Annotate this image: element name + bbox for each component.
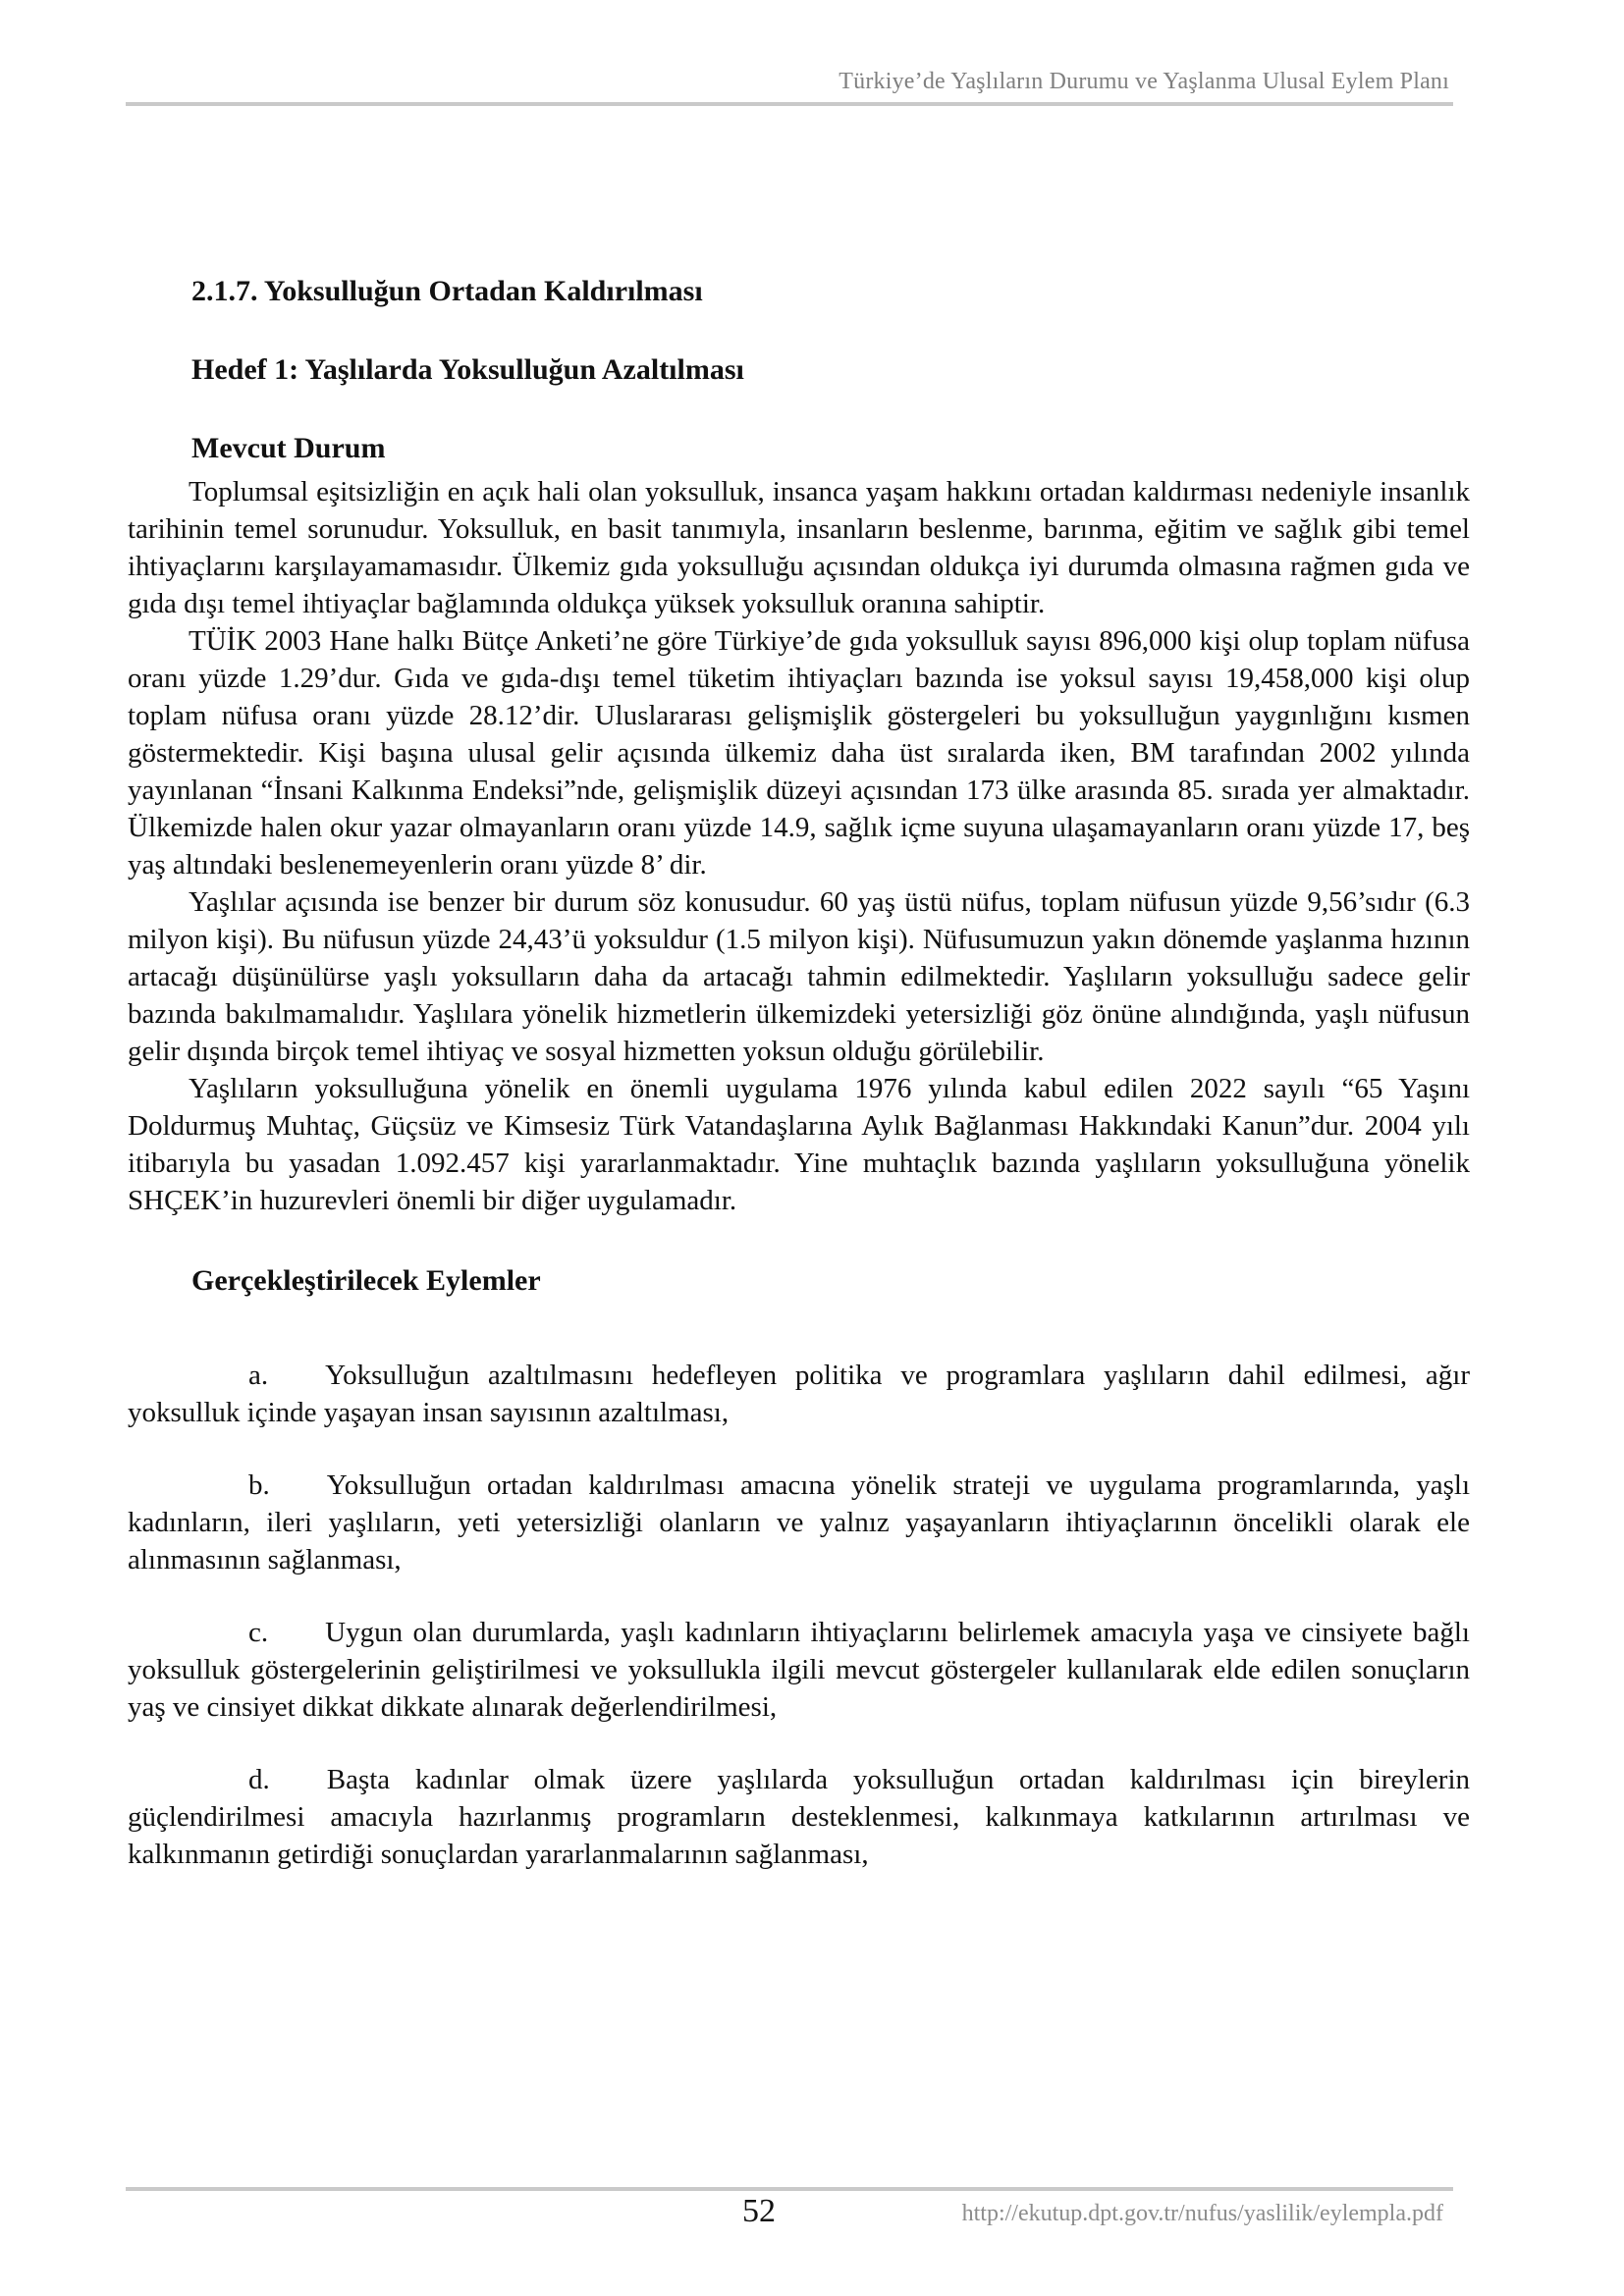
action-item [128, 1614, 1470, 1726]
running-header-title: Türkiye’de Yaşlıların Durumu ve Yaşlanma Ulusal Eylem Planı [839, 69, 1449, 94]
action-item-marker: d. [248, 1764, 270, 1795]
footer-rule [126, 2187, 1453, 2191]
current-status-heading: Mevcut Durum [191, 432, 386, 464]
action-item [128, 1761, 1470, 1873]
document-body [128, 0, 1470, 1873]
section-number-heading: 2.1.7. Yoksulluğun Ortadan Kaldırılması [191, 275, 703, 307]
body-paragraph: Yaşlıların yoksulluğuna yönelik en önemli uygulama 1976 yılında kabul edilen 2022 sayılı “65 Yaşını Doldurmuş Muhtaç, Güçsüz ve Kimsesiz Türk Vatandaşlarına Aylık Bağlanması Hakkındaki Kanun”dur. 2004 yılı itibarıyla bu yasadan 1.092.457 kişi yararlanmaktadır. Yine muhtaçlık bazında yaşlıların yoksulluğuna yönelik SHÇEK’in huzurevleri önemli bir diğer uygulamadır. [128, 1073, 1470, 1216]
page-number: 52 [742, 2193, 776, 2229]
actions-heading: Gerçekleştirilecek Eylemler [191, 1264, 541, 1297]
action-item-text: Uygun olan durumlarda, yaşlı kadınların ihtiyaçlarını belirlemek amacıyla yaşa ve cinsiyete bağlı yoksulluk göstergelerinin geliştirilmesi ve yoksullukla ilgili mevcut göstergeler kullanılarak elde edilen sonuçların yaş ve cinsiyet dikkat dikkate alınarak değerlendirilmesi, [128, 1617, 1470, 1723]
action-item [128, 1357, 1470, 1431]
action-item-text: Başta kadınlar olmak üzere yaşlılarda yoksulluğun ortadan kaldırılması için bireylerin güçlendirilmesi amacıyla hazırlanmış programların desteklenmesi, kalkınmaya katkılarının artırılması ve kalkınmanın getirdiği sonuçlardan yararlanmalarının sağlanması, [128, 1764, 1470, 1870]
action-item-text: Yoksulluğun ortadan kaldırılması amacına yönelik strateji ve uygulama programlarında, yaşlı kadınların, ileri yaşlıların, yeti yetersizliği olanların ve yalnız yaşayanların ihtiyaçlarının öncelikli olarak ele alınmasının sağlanması, [128, 1469, 1470, 1575]
body-paragraph: TÜİK 2003 Hane halkı Bütçe Anketi’ne göre Türkiye’de gıda yoksulluk sayısı 896,000 kişi olup toplam nüfusa oranı yüzde 1.29’dur. Gıda ve gıda-dışı temel tüketim ihtiyaçları bazında ise yoksul sayısı 19,458,000 kişi olup toplam nüfusa oranı yüzde 28.12’dir. Uluslararası gelişmişlik göstergeleri bu yoksulluğun yaygınlığını kısmen göstermektedir. Kişi başına ulusal gelir açısında ülkemiz daha üst sıralarda iken, BM tarafından 2002 yılında yayınlanan “İnsani Kalkınma Endeksi”nde, gelişmişlik düzeyi açısından 173 ülke arasında 85. sırada yer almaktadır. Ülkemizde halen okur yazar olmayanların oranı yüzde 14.9, sağlık içme suyuna ulaşamayanların oranı yüzde 17, beş yaş altındaki beslenemeyenlerin oranı yüzde 8’ dir. [128, 625, 1470, 881]
body-paragraph: Toplumsal eşitsizliğin en açık hali olan yoksulluk, insanca yaşam hakkını ortadan kaldırması nedeniyle insanlık tarihinin temel sorunudur. Yoksulluk, en basit tanımıyla, insanların beslenme, barınma, eğitim ve sağlık gibi temel ihtiyaçlarını karşılayamamasıdır. Ülkemiz gıda yoksulluğu açısından oldukça iyi durumda olmasına rağmen gıda ve gıda dışı temel ihtiyaçlar bağlamında oldukça yüksek yoksulluk oranına sahiptir. [128, 476, 1470, 619]
footer-url: http://ekutup.dpt.gov.tr/nufus/yaslilik/eylempla.pdf [961, 2201, 1443, 2226]
action-item [128, 1467, 1470, 1578]
action-item-text: Yoksulluğun azaltılmasını hedefleyen politika ve programlara yaşlıların dahil edilmesi, ağır yoksulluk içinde yaşayan insan sayısının azaltılması, [128, 1360, 1470, 1428]
action-item-marker: b. [248, 1469, 270, 1501]
target-heading: Hedef 1: Yaşlılarda Yoksulluğun Azaltılması [191, 353, 744, 386]
action-item-marker: a. [248, 1360, 269, 1391]
action-item-marker: c. [248, 1617, 269, 1648]
body-paragraph: Yaşlılar açısında ise benzer bir durum söz konusudur. 60 yaş üstü nüfus, toplam nüfusun yüzde 9,56’sıdır (6.3 milyon kişi). Bu nüfusun yüzde 24,43’ü yoksuldur (1.5 milyon kişi). Nüfusumuzun yakın dönemde yaşlanma hızının artacağı düşünülürse yaşlı yoksulların daha da artacağı tahmin edilmektedir. Yaşlıların yoksulluğu sadece gelir bazında bakılmamalıdır. Yaşlılara yönelik hizmetlerin ülkemizdeki yetersizliği göz önüne alındığında, yaşlı nüfusun gelir dışında birçok temel ihtiyaç ve sosyal hizmetten yoksun olduğu görülebilir. [128, 886, 1470, 1067]
